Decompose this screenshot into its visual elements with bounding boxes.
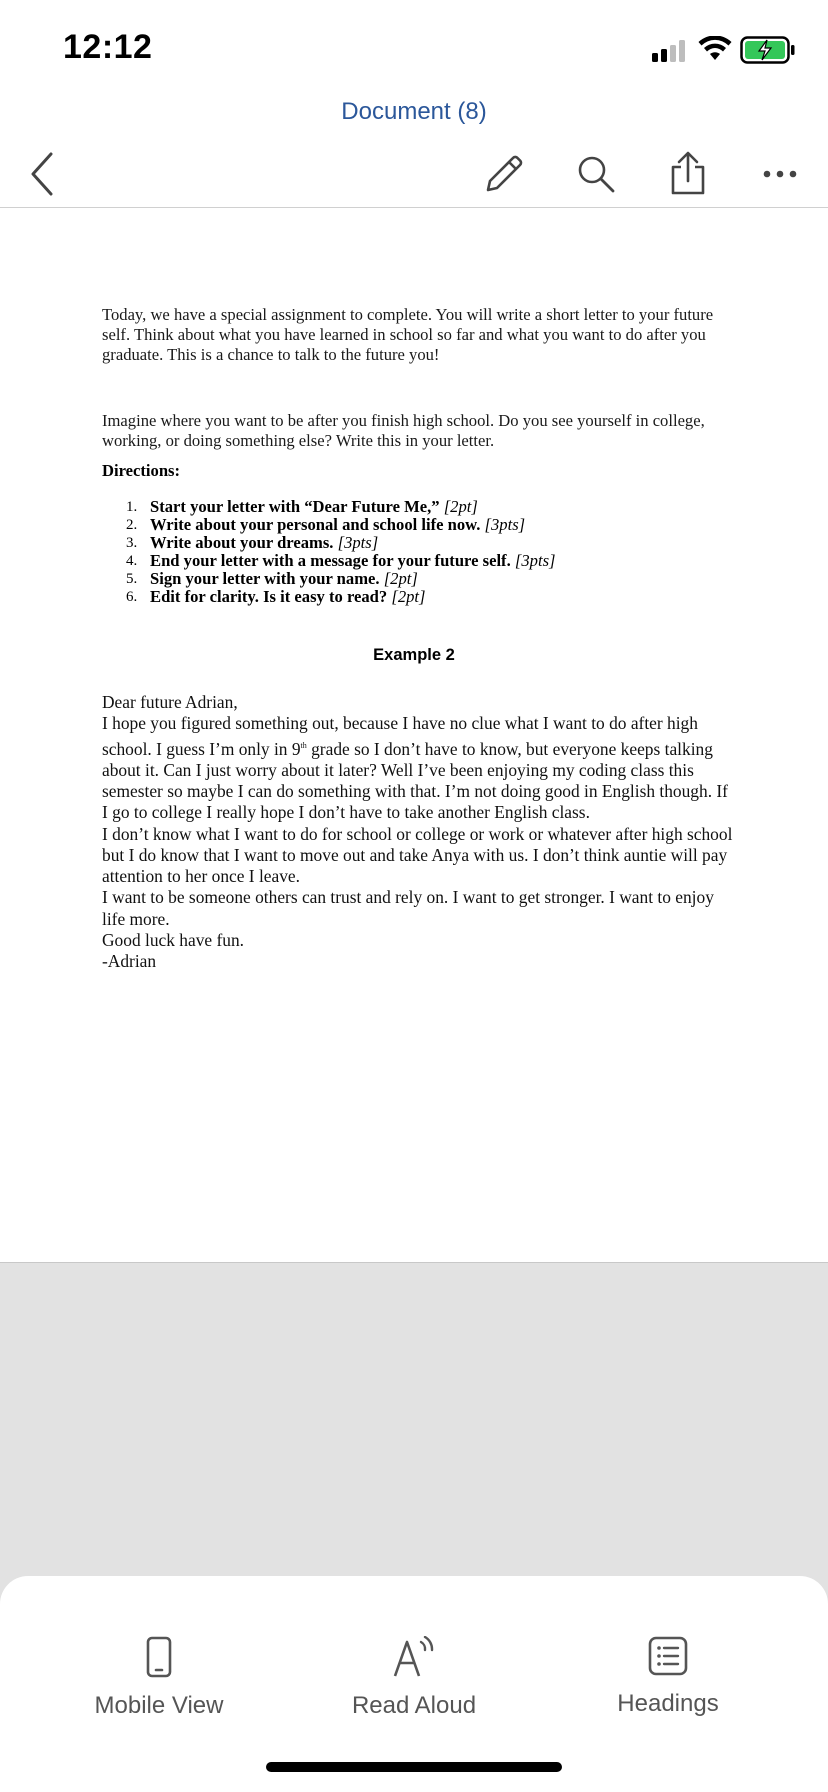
read-aloud-button[interactable] [304,1636,524,1746]
letter-closing: Good luck have fun. [102,930,244,951]
list-item: 5. Sign your letter with your name. [2pt] [126,569,418,588]
list-item: 2. Write about your personal and school life now. [3pts] [126,515,526,534]
edit-button[interactable] [478,140,530,208]
mobile-view-label: Mobile View [94,1692,224,1719]
letter-paragraph-3: I want to be someone others can trust and rely on. I want to get stronger. I want to enjoy life more. [102,887,714,929]
share-button[interactable] [662,140,714,208]
back-chevron-icon [29,152,55,196]
share-icon [667,151,709,197]
search-button[interactable] [570,140,622,208]
document-page[interactable] [0,208,828,1262]
phone-icon [146,1636,172,1678]
battery-charging-icon [740,36,796,64]
example-heading: Example 2 [373,646,455,664]
home-indicator[interactable] [266,1762,562,1772]
more-button[interactable] [756,140,804,208]
toolbar [0,140,828,208]
document-title[interactable]: Document (8) [341,98,487,125]
directions-list [102,498,790,606]
letter-paragraph-1: I hope you figured something out, because I have no clue what I want to do after high school. I guess I’m only in 9th grade so I don’t have to know, but everyone keeps talking about it. Can I just worry about it later? Well I’ve been enjoying my coding class this semester so maybe I can do something with that. I’m not doing good in English though. If I go to college I really hope I don’t have to take another English class. [102,713,728,823]
read-aloud-icon [392,1636,436,1678]
list-item: 3. Write about your dreams. [3pts] [126,533,379,552]
read-aloud-label: Read Aloud [351,1692,477,1719]
intro-paragraph-2: Imagine where you want to be after you finish high school. Do you see yourself in college, working, or doing something else? Write this in your letter. [102,411,705,450]
status-time: 12:12 [63,28,153,66]
letter-greeting: Dear future Adrian, [102,692,238,712]
list-item: 4. End your letter with a message for your future self. [3pts] [126,551,556,570]
search-icon [575,153,617,195]
letter-paragraph-2: I don’t know what I want to do for school or college or work or whatever after high school but I do know that I want to move out and take Anya with us. I don’t think auntie will pay attention to her once I leave. [102,823,733,887]
list-item: 6. Edit for clarity. Is it easy to read? [2pt] [126,587,426,606]
headings-button[interactable] [558,1636,778,1746]
letter-body [102,692,736,973]
headings-label: Headings [617,1690,719,1717]
list-item: 1. Start your letter with “Dear Future Me,” [2pt] [126,497,478,516]
intro-paragraph-1: Today, we have a special assignment to complete. You will write a short letter to your future self. Think about what you have learned in school so far and what you want to do after you graduate. This is a chance to talk to the future you! [102,305,714,364]
headings-list-icon [648,1636,688,1676]
bottom-action-sheet [0,1576,828,1792]
more-icon [762,169,798,179]
pencil-icon [482,152,526,196]
status-bar [0,0,828,100]
directions-heading: Directions: [102,461,181,480]
wifi-icon [698,36,732,62]
back-button[interactable] [20,140,64,208]
mobile-view-button[interactable] [49,1636,269,1746]
cellular-signal-icon [652,40,688,62]
letter-signature: -Adrian [102,951,157,972]
